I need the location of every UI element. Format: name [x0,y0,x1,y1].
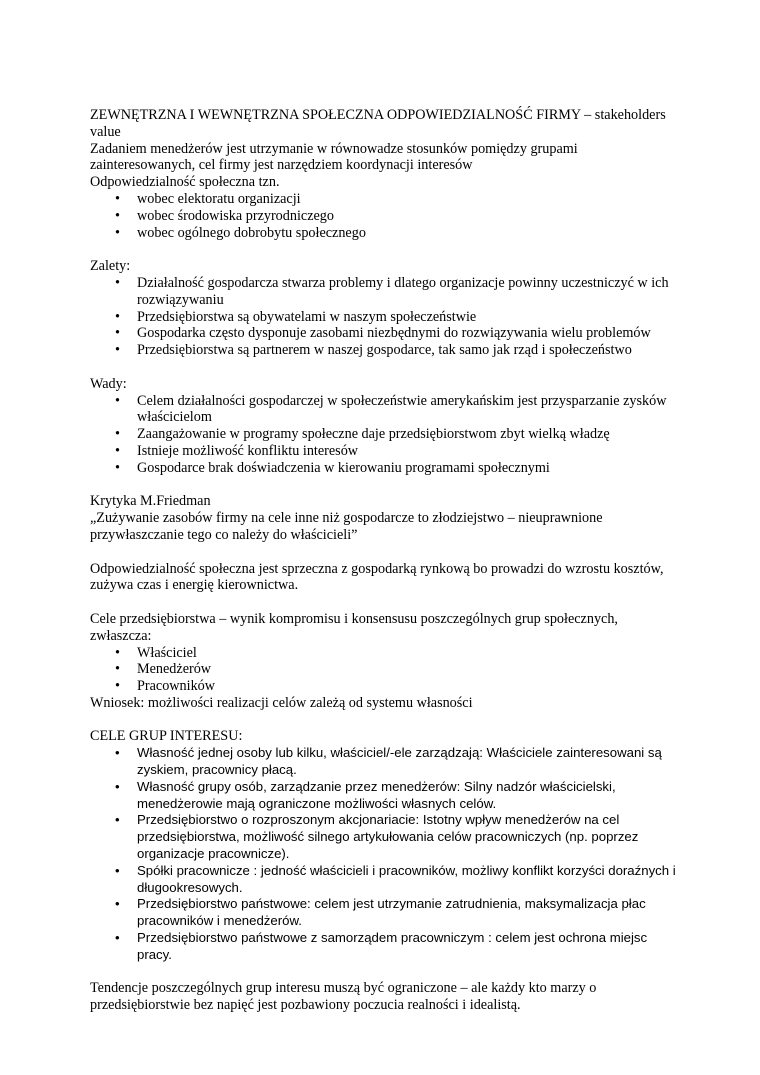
list-item: • Istnieje możliwość konfliktu interesów [90,443,680,460]
list-item: • Przedsiębiorstwo o rozproszonym akcjonariacie: Istotny wpływ menedżerów na cel przedsiębiorstwa, możliwość silnego artykułowania celów pracowniczych (np. poprzez organizacje pracownicze). [90,812,680,862]
list-item: • Pracowników [90,678,680,695]
friedman-quote: „Zużywanie zasobów firmy na cele inne niż gospodarcze to złodziejstwo – nieuprawnione przywłaszczanie tego co należy do właścicieli” [90,510,603,543]
list-item: • Własność grupy osób, zarządzanie przez menedżerów: Silny nadzór właścicielski, menedżerowie mają ograniczone możliwości własnych celów. [90,779,680,813]
list-item: • Własność jednej osoby lub kilku, właściciel/-ele zarządzają: Właściciele zainteresowani są zyskiem, pracownicy płacą. [90,745,680,779]
list-item: • Działalność gospodarcza stwarza problemy i dlatego organizacje powinny uczestniczyć w ich rozwiązywaniu [90,275,680,309]
responsibility-list [90,191,680,241]
list-item: • Właściciel [90,645,680,662]
list-item: • Przedsiębiorstwa są partnerem w naszej gospodarce, tak samo jak rząd i społeczeństwo [90,342,680,359]
list-item: • wobec środowiska przyrodniczego [90,208,680,225]
goals-heading: Cele przedsiębiorstwa – wynik kompromisu i konsensusu poszczególnych grup społecznych, zwłaszcza: [90,610,618,644]
responsibility-heading: Odpowiedzialność społeczna tzn. [90,174,280,191]
list-item: • Przedsiębiorstwo państwowe: celem jest utrzymanie zatrudnienia, maksymalizacja płac pracowników i menedżerów. [90,896,680,930]
list-item: • Gospodarka często dysponuje zasobami niezbędnymi do rozwiązywania wielu problemów [90,325,680,342]
closing-paragraph: Tendencje poszczególnych grup interesu muszą być ograniczone – ale każdy kto marzy o przedsiębiorstwie bez napięć jest pozbawiony poczucia realności i idealistą. [90,980,597,1014]
friedman-heading: Krytyka M.Friedman [90,493,211,510]
goals-conclusion: Wniosek: możliwości realizacji celów zależą od systemu własności [90,694,473,711]
list-item: • wobec elektoratu organizacji [90,191,680,208]
list-item: • Przedsiębiorstwo państwowe z samorządem pracowniczym : celem jest ochrona miejsc pracy. [90,930,680,964]
intro-paragraph: Zadaniem menedżerów jest utrzymanie w równowadze stosunków pomiędzy grupami zainteresowanych, cel firmy jest narzędziem koordynacji interesów [90,140,578,174]
disadvantages-list [90,393,680,477]
list-item: • Gospodarce brak doświadczenia w kierowaniu programami społecznymi [90,460,680,477]
list-item: • Zaangażowanie w programy społeczne daje przedsiębiorstwom zbyt wielką władzę [90,426,680,443]
advantages-heading: Zalety: [90,258,131,275]
list-item: • Spółki pracownicze : jedność właścicieli i pracowników, możliwy konflikt korzyści doraźnych i długookresowych. [90,863,680,897]
goals-list [90,645,680,695]
list-item: • Celem działalności gospodarczej w społeczeństwie amerykańskim jest przysparzanie zysków właścicielom [90,393,680,427]
interest-groups-list [90,745,680,963]
list-item: • Przedsiębiorstwa są obywatelami w naszym społeczeństwie [90,309,680,326]
disadvantages-heading: Wady: [90,375,127,392]
contradiction-paragraph: Odpowiedzialność społeczna jest sprzeczna z gospodarką rynkową bo prowadzi do wzrostu kosztów, zużywa czas i energię kierownictwa. [90,560,664,594]
document-page [90,107,680,1014]
list-item: • Menedżerów [90,661,680,678]
interest-groups-heading: CELE GRUP INTERESU: [90,728,243,745]
document-title: ZEWNĘTRZNA I WEWNĘTRZNA SPOŁECZNA ODPOWIEDZIALNOŚĆ FIRMY – stakeholders value [90,107,666,140]
list-item: • wobec ogólnego dobrobytu społecznego [90,225,680,242]
advantages-list [90,275,680,359]
